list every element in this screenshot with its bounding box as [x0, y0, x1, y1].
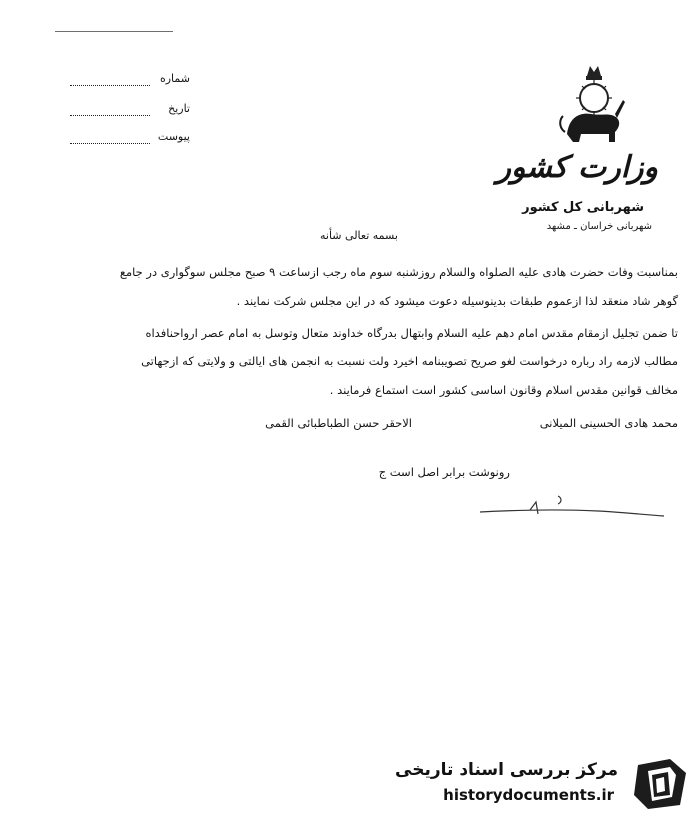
- handwritten-initial-icon: [478, 492, 668, 522]
- signature-milani: محمد هادی الحسینی المیلانی: [539, 416, 678, 430]
- watermark-title: مرکز بررسی اسناد تاریخی: [395, 760, 618, 780]
- meta-number-row: [60, 72, 190, 90]
- invocation: بسمه تعالی شأنه: [320, 229, 398, 242]
- watermark-url: historydocuments.ir: [443, 786, 614, 804]
- body-line-1: بمناسبت وفات حضرت هادی علیه الصلواه والسلام روزشنبه سوم ماه رجب ازساعت ۹ صبح مجلس سوگواری در جامع: [119, 265, 678, 279]
- body-line-2: گوهر شاد منعقد لذا ازعموم طبقات بدینوسیله دعوت میشود که در این مجلس شرکت نمایند .: [236, 294, 678, 308]
- meta-date-label: تاریخ: [168, 102, 190, 115]
- meta-attachment-line: [70, 143, 150, 144]
- body-line-4: مطالب لازمه راد رباره درخواست لغو صریح تصویبنامه اخیرد ولت نسبت به انجمن های ایالتی و ولایتی که ازجهاتی: [141, 354, 678, 368]
- lion-and-sun-emblem-icon: [557, 62, 631, 146]
- meta-attachment-label: پیوست: [157, 130, 190, 143]
- subdepartment-title: شهربانی خراسان ـ مشهد: [546, 221, 652, 232]
- department-title: شهربانی کل کشور: [522, 200, 644, 215]
- top-rule: [55, 31, 173, 32]
- archive-logo-icon: [630, 755, 690, 811]
- meta-date-line: [70, 115, 150, 116]
- signature-qomi: الاحقر حسن الطباطبائی القمی: [265, 416, 412, 430]
- meta-number-line: [70, 85, 150, 86]
- body-line-3: تا ضمن تجلیل ازمقام مقدس امام دهم علیه السلام وابتهال بدرگاه خداوند متعال وتوسل به امام عصر ارواحنافداه: [145, 326, 678, 340]
- body-line-5: مخالف قوانین مقدس اسلام وقانون اساسی کشور است استماع فرمایند .: [329, 383, 678, 397]
- meta-number-label: شماره: [159, 72, 190, 85]
- copy-note: رونوشت برابر اصل است ج: [378, 465, 510, 479]
- ministry-title: وزارت کشور: [496, 150, 658, 185]
- meta-date-row: [60, 102, 190, 120]
- meta-attachment-row: [60, 130, 190, 148]
